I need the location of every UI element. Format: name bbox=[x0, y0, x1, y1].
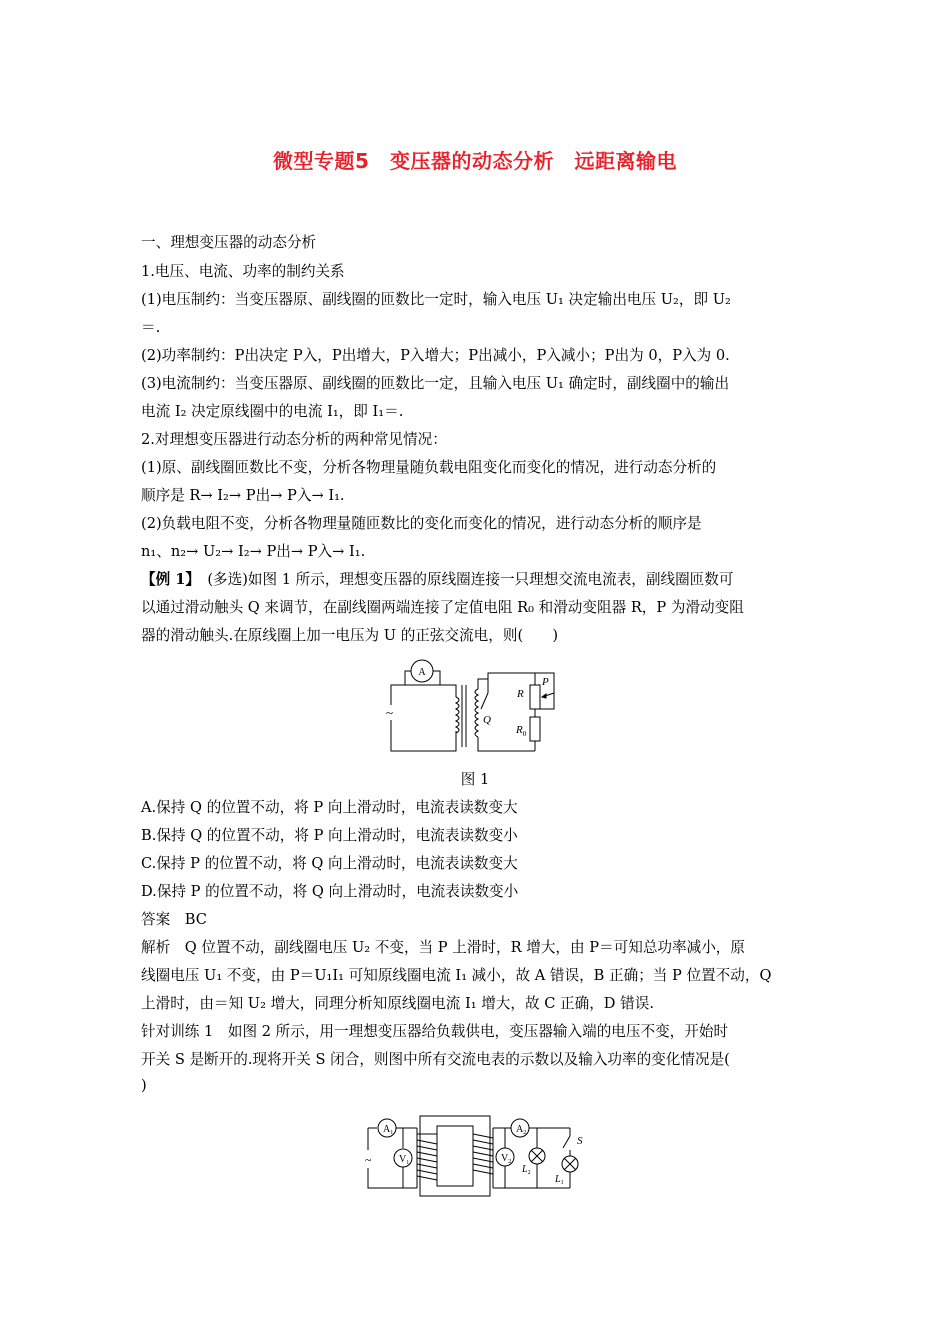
figure-2-circuit bbox=[365, 1110, 600, 1205]
analysis-line: 解析 Q 位置不动，副线圈电压 U₂ 不变，当 P 上滑时，R 增大，由 P＝可知总功率减小，原 bbox=[141, 939, 745, 956]
paragraph-line: ＝. bbox=[141, 319, 161, 336]
section-heading: 一、理想变压器的动态分析 bbox=[141, 234, 317, 251]
paragraph-line: (1)电压制约：当变压器原、副线圈的匝数比一定时，输入电压 U₁ 决定输出电压 U₂，即 U₂ bbox=[141, 291, 731, 308]
voltmeter-v2-label: $V_2$ bbox=[501, 1153, 512, 1165]
figure-1-circuit bbox=[380, 655, 565, 760]
analysis-line: 上滑时，由＝知 U₂ 增大，同理分析知原线圈电流 I₁ 增大，故 C 正确，D 错误. bbox=[141, 995, 654, 1012]
page-title: 微型专题5 变压器的动态分析 远距离输电 bbox=[273, 149, 677, 173]
option-c: C.保持 P 的位置不动，将 Q 向上滑动时，电流表读数变大 bbox=[141, 855, 518, 872]
ac-source-symbol: ~ bbox=[386, 705, 394, 720]
answer: 答案 BC bbox=[141, 911, 207, 928]
paragraph-line: (2)功率制约：P出决定 P入，P出增大，P入增大；P出减小，P入减小；P出为 0，P入为 0. bbox=[141, 347, 730, 364]
option-d: D.保持 P 的位置不动，将 Q 向上滑动时，电流表读数变小 bbox=[141, 883, 519, 900]
paragraph-line: n₁、n₂→ U₂→ I₂→ P出→ P入→ I₁. bbox=[141, 543, 366, 560]
label-p: P bbox=[542, 676, 549, 688]
voltmeter-v1-label: $V_1$ bbox=[399, 1154, 410, 1166]
ac-source-symbol: ~ bbox=[365, 1153, 372, 1167]
paragraph-line: 顺序是 R→ I₂→ P出→ P入→ I₁. bbox=[141, 487, 345, 504]
ammeter-label: A bbox=[418, 667, 426, 678]
paragraph-line: (2)负载电阻不变，分析各物理量随匝数比的变化而变化的情况，进行动态分析的顺序是 bbox=[141, 515, 702, 532]
lamp-l1-label: $L_1$ bbox=[555, 1174, 564, 1186]
example-line: 器的滑动触头.在原线圈上加一电压为 U 的正弦交流电，则( ) bbox=[141, 627, 559, 644]
subsection-heading: 1.电压、电流、功率的制约关系 bbox=[141, 263, 345, 280]
option-b: B.保持 Q 的位置不动，将 P 向上滑动时，电流表读数变小 bbox=[141, 827, 518, 844]
label-r0: $R_0$ bbox=[516, 724, 527, 738]
paragraph-line: (1)原、副线圈匝数比不变，分析各物理量随负载电阻变化而变化的情况，进行动态分析的 bbox=[141, 459, 717, 476]
training-line: 开关 S 是断开的.现将开关 S 闭合，则图中所有交流电表的示数以及输入功率的变化情况是( bbox=[141, 1051, 730, 1068]
label-q: Q bbox=[483, 714, 491, 726]
training-line: ) bbox=[141, 1077, 147, 1094]
analysis-line: 线圈电压 U₁ 不变，由 P＝U₁I₁ 可知原线圈电流 I₁ 减小，故 A 错误，B 正确；当 P 位置不动，Q bbox=[141, 967, 772, 984]
ammeter-a2-label: $A_2$ bbox=[516, 1124, 527, 1136]
paragraph-line: (3)电流制约：当变压器原、副线圈的匝数比一定，且输入电压 U₁ 确定时，副线圈中的输出 bbox=[141, 375, 730, 392]
subsection-heading: 2.对理想变压器进行动态分析的两种常见情况： bbox=[141, 431, 447, 448]
switch-s-label: S bbox=[577, 1135, 583, 1147]
label-r: R bbox=[517, 688, 524, 700]
lamp-l2-label: $L_2$ bbox=[522, 1164, 531, 1176]
option-a: A.保持 Q 的位置不动，将 P 向上滑动时，电流表读数变大 bbox=[141, 799, 518, 816]
example-line: 【例 1】 (多选)如图 1 所示，理想变压器的原线圈连接一只理想交流电流表，副线圈匝数可 bbox=[141, 571, 734, 588]
paragraph-line: 电流 I₂ 决定原线圈中的电流 I₁，即 I₁＝. bbox=[141, 403, 404, 420]
figure-1-caption: 图 1 bbox=[460, 771, 490, 788]
ammeter-a1-label: $A_1$ bbox=[383, 1124, 394, 1136]
example-tag: 【例 1】 bbox=[141, 571, 193, 588]
example-line: 以通过滑动触头 Q 来调节，在副线圈两端连接了定值电阻 R₀ 和滑动变阻器 R，P 为滑动变阻 bbox=[141, 599, 744, 616]
training-line: 针对训练 1 如图 2 所示，用一理想变压器给负载供电，变压器输入端的电压不变，开始时 bbox=[141, 1023, 729, 1040]
